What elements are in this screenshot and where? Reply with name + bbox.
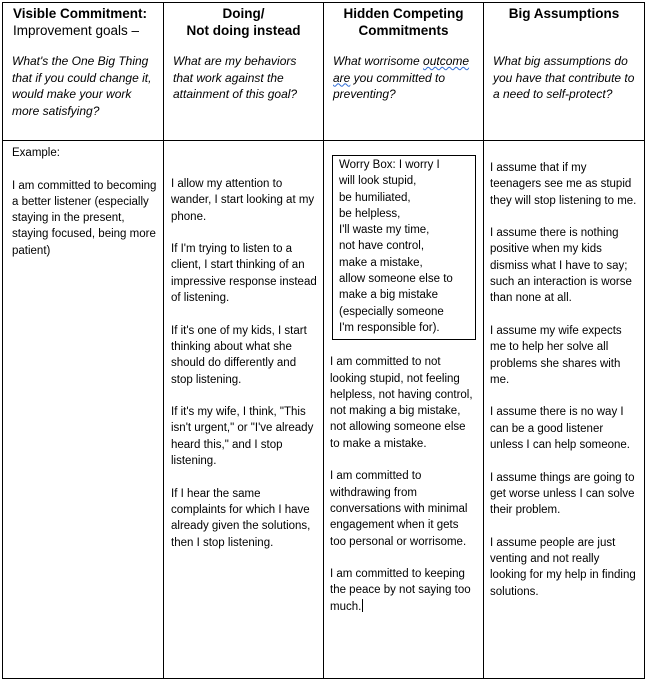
column-question: What are my behaviors that work against the attainment of this goal? xyxy=(173,54,298,101)
assumption-item: I assume there is no way I can be a good listener unless I can help someone. xyxy=(490,406,631,452)
cell-hidden-commitments xyxy=(324,141,484,679)
content-row xyxy=(3,141,645,679)
header-row xyxy=(3,3,645,141)
worry-box xyxy=(332,155,476,340)
column-title xyxy=(3,5,163,39)
worry-line: be humiliated, xyxy=(339,191,411,204)
question-part-flagged: outcome are xyxy=(333,54,470,85)
assumption-item: I assume there is nothing positive when my kids dismiss what I have to say; such an interaction is worse than none at all. xyxy=(490,227,632,305)
worry-line: (especially someone xyxy=(339,305,444,318)
commitment-item: I am committed to withdrawing from conversations with minimal engagement when it gets too personal or worrisome. xyxy=(330,470,468,548)
behavior-item: If it's one of my kids, I start thinking about what she should do differently and stop listening. xyxy=(171,324,307,386)
question-part: What worrisome xyxy=(333,54,424,68)
column-question xyxy=(333,53,477,103)
behavior-item: I allow my attention to wander, I start looking at my phone. xyxy=(171,178,315,223)
subtitle-text: Improvement goals – xyxy=(13,23,140,38)
cell-visible-commitment xyxy=(3,141,164,679)
title-text: Big Assumptions xyxy=(508,6,620,21)
worry-line: Worry Box: I worry I xyxy=(339,159,440,171)
subtitle-text: Not doing instead xyxy=(186,23,301,38)
assumption-item: I assume people are just venting and not really looking for my help in finding solutions. xyxy=(490,536,636,598)
text-cursor xyxy=(362,599,363,612)
cell-doing xyxy=(164,141,324,679)
title-text: Doing/ xyxy=(222,6,265,21)
subtitle-text: Commitments xyxy=(358,23,449,38)
behavior-item: If I'm trying to listen to a client, I start thinking of an impressive response instead of listening. xyxy=(171,243,317,305)
question-part: you committed to preventing? xyxy=(333,70,446,101)
worry-line: will look stupid, xyxy=(339,175,417,188)
assumption-item: I assume my wife expects me to help her solve all problems she shares with me. xyxy=(490,324,622,386)
worry-line: make a big mistake xyxy=(339,289,439,302)
column-question: What big assumptions do you have that contribute to a need to self-protect? xyxy=(493,54,635,101)
cell-big-assumptions xyxy=(484,141,645,679)
column-question: What's the One Big Thing that if you could change it, would make your work more satisfying? xyxy=(12,54,152,118)
commitment-item-last[interactable] xyxy=(330,566,477,615)
header-visible-commitment xyxy=(3,3,164,141)
title-text: Visible Commitment: xyxy=(13,6,148,21)
worry-line: make a mistake, xyxy=(339,256,423,269)
header-doing xyxy=(164,3,324,141)
commitment-item: I am committed to not looking stupid, not feeling helpless, not having control, not making a big mistake, not allowing someone else to make a mistake. xyxy=(330,356,473,450)
worry-line: be helpless, xyxy=(339,207,401,220)
column-title xyxy=(164,5,323,39)
title-text: Hidden Competing xyxy=(343,6,464,21)
column-title xyxy=(324,5,483,39)
immunity-map-table xyxy=(2,2,645,679)
assumption-item: I assume things are going to get worse unless I can solve their problem. xyxy=(490,471,635,517)
column-title xyxy=(484,5,644,22)
commitment-text: I am committed to keeping the peace by not saying too much. xyxy=(330,568,471,613)
header-hidden-commitments xyxy=(324,3,484,141)
header-big-assumptions xyxy=(484,3,645,141)
example-label: Example: xyxy=(12,147,60,159)
behavior-item: If it's my wife, I think, "This isn't urgent," or "I've already heard this," and I stop listening. xyxy=(171,406,314,468)
assumption-item: I assume that if my teenagers see me as stupid they will stop listening to me. xyxy=(490,162,637,207)
worry-line: allow someone else to xyxy=(339,273,453,286)
behavior-item: If I hear the same complaints for which I have already given the solutions, then I stop listening. xyxy=(171,487,311,549)
commitment-text: I am committed to becoming a better listener (especially staying in the present, staying focused, being more patient) xyxy=(12,179,157,257)
worry-line: not have control, xyxy=(339,240,425,253)
worry-line: I'm responsible for). xyxy=(339,321,440,334)
worry-line: I'll waste my time, xyxy=(339,224,430,237)
